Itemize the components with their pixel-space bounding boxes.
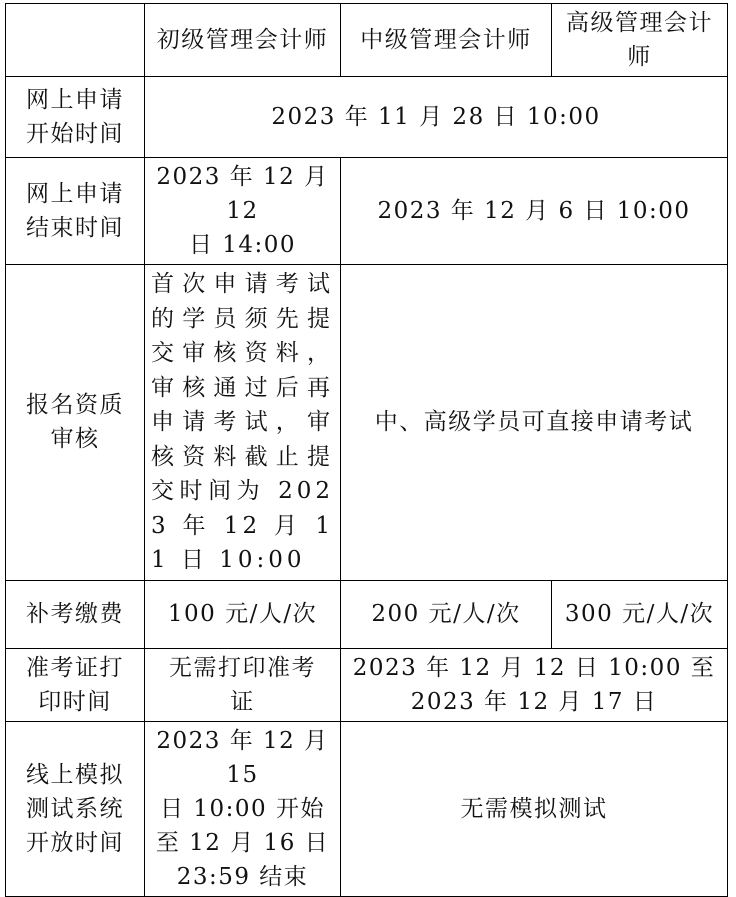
label-makeup-fee: 补考缴费 bbox=[6, 580, 145, 648]
qualification-intermediate-senior: 中、高级学员可直接申请考试 bbox=[341, 265, 728, 581]
admission-ticket-intermediate-senior: 2023 年 12 月 12 日 10:00 至 2023 年 12 月 17 日 bbox=[341, 648, 728, 721]
admission-ticket-primary: 无需打印准考 证 bbox=[145, 648, 341, 721]
row-apply-end bbox=[6, 158, 728, 265]
makeup-fee-primary: 100 元/人/次 bbox=[145, 580, 341, 648]
label-mock-test: 线上模拟 测试系统 开放时间 bbox=[6, 721, 145, 896]
makeup-fee-intermediate: 200 元/人/次 bbox=[341, 580, 552, 648]
apply-start-all: 2023 年 11 月 28 日 10:00 bbox=[145, 77, 728, 158]
makeup-fee-senior: 300 元/人/次 bbox=[552, 580, 728, 648]
row-admission-ticket bbox=[6, 648, 728, 721]
row-qualification bbox=[6, 265, 728, 581]
apply-end-primary: 2023 年 12 月 12 日 14:00 bbox=[145, 158, 341, 265]
mock-test-intermediate-senior: 无需模拟测试 bbox=[341, 721, 728, 896]
qualification-primary: 首次申请考试的学员须先提交审核资料，审核通过后再申请考试，审核资料截止提交时间为 2023 年 12 月 11 日 10:00 bbox=[145, 265, 341, 581]
header-intermediate: 中级管理会计师 bbox=[341, 4, 552, 77]
mock-test-primary: 2023 年 12 月 15 日 10:00 开始 至 12 月 16 日 23:59 结束 bbox=[145, 721, 341, 896]
label-admission-ticket: 准考证打 印时间 bbox=[6, 648, 145, 721]
label-apply-start: 网上申请 开始时间 bbox=[6, 77, 145, 158]
row-mock-test bbox=[6, 721, 728, 896]
header-row bbox=[6, 4, 728, 77]
label-apply-end: 网上申请 结束时间 bbox=[6, 158, 145, 265]
header-senior: 高级管理会计师 bbox=[552, 4, 728, 77]
apply-end-intermediate-senior: 2023 年 12 月 6 日 10:00 bbox=[341, 158, 728, 265]
row-makeup-fee bbox=[6, 580, 728, 648]
exam-schedule-table bbox=[5, 3, 728, 897]
corner-cell bbox=[6, 4, 145, 77]
header-primary: 初级管理会计师 bbox=[145, 4, 341, 77]
row-apply-start bbox=[6, 77, 728, 158]
label-qualification: 报名资质 审核 bbox=[6, 265, 145, 581]
